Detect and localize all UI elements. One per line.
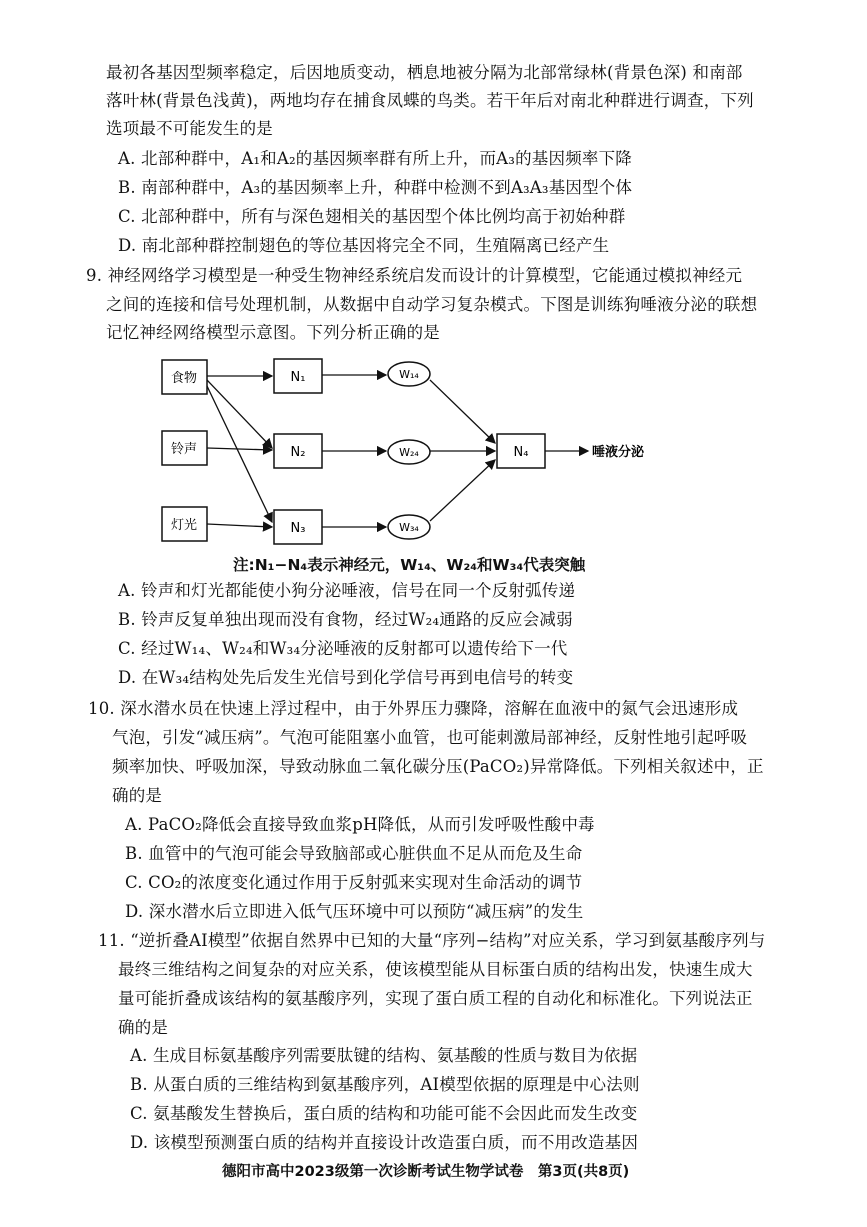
q10-option-d: D. 深水潜水后立即进入低气压环境中可以预防“减压病”的发生	[125, 902, 584, 921]
q8-option-a: A. 北部种群中，A₁和A₂的基因频率群有所上升，而A₃的基因频率下降	[118, 149, 632, 168]
q9-stem-line: 记忆神经网络模型示意图。下列分析正确的是	[106, 323, 440, 342]
q9-option-d: D. 在W₃₄结构处先后发生光信号到化学信号再到电信号的转变	[118, 668, 574, 687]
output-label-salivation: 唾液分泌	[592, 445, 645, 460]
q10-stem-line: 气泡，引发“减压病”。气泡可能阻塞小血管，也可能刺激局部神经，反射性地引起呼吸	[112, 728, 748, 747]
q8-text-line: 选项最不可能发生的是	[106, 119, 273, 138]
q10-option-c: C. CO₂的浓度变化通过作用于反射弧来实现对生命活动的调节	[125, 873, 583, 892]
q11-option-d: D. 该模型预测蛋白质的结构并直接设计改造蛋白质，而不用改造基因	[130, 1133, 639, 1152]
q10-stem-line: 10. 深水潜水员在快速上浮过程中，由于外界压力骤降，溶解在血液中的氮气会迅速形成	[88, 699, 739, 718]
neural-network-diagram	[150, 350, 670, 550]
synapse-label-w24: W₂₄	[399, 446, 419, 459]
q9-option-b: B. 铃声反复单独出现而没有食物，经过W₂₄通路的反应会减弱	[118, 610, 573, 629]
synapse-label-w14: W₁₄	[399, 368, 419, 381]
q11-option-c: C. 氨基酸发生替换后，蛋白质的结构和功能可能不会因此而发生改变	[130, 1104, 638, 1123]
q11-stem-line: 确的是	[118, 1018, 169, 1037]
page-footer: 德阳市高中2023级第一次诊断考试生物学试卷 第3页(共8页)	[222, 1164, 630, 1180]
q8-option-d: D. 南北部种群控制翅色的等位基因将完全不同，生殖隔离已经产生	[118, 236, 610, 255]
q8-text-line: 落叶林(背景色浅黄)，两地均存在捕食凤蝶的鸟类。若干年后对南北种群进行调查，下列	[106, 91, 754, 110]
input-label-bell: 铃声	[170, 442, 198, 457]
q10-stem-line: 确的是	[112, 786, 163, 805]
diagram-note: 注:N₁−N₄表示神经元，W₁₄、W₂₄和W₃₄代表突触	[233, 556, 586, 574]
synapse-label-w34: W₃₄	[399, 521, 419, 534]
q11-option-a: A. 生成目标氨基酸序列需要肽键的结构、氨基酸的性质与数目为依据	[130, 1046, 638, 1065]
neuron-label-n3: N₃	[290, 521, 306, 536]
q11-stem-line: 最终三维结构之间复杂的对应关系，使该模型能从目标蛋白质的结构出发，快速生成大	[118, 960, 753, 979]
q10-option-b: B. 血管中的气泡可能会导致脑部或心脏供血不足从而危及生命	[125, 844, 583, 863]
q9-stem-line: 9. 神经网络学习模型是一种受生物神经系统启发而设计的计算模型，它能通过模拟神经元	[86, 266, 743, 285]
q11-stem-line: 量可能折叠成该结构的氨基酸序列，实现了蛋白质工程的自动化和标准化。下列说法正	[118, 989, 753, 1008]
neuron-label-n1: N₁	[290, 370, 306, 385]
q8-option-b: B. 南部种群中，A₃的基因频率上升，种群中检测不到A₃A₃基因型个体	[118, 178, 633, 197]
q10-stem-line: 频率加快、呼吸加深，导致动脉血二氧化碳分压(PaCO₂)异常降低。下列相关叙述中，正	[112, 757, 764, 776]
q8-option-c: C. 北部种群中，所有与深色翅相关的基因型个体比例均高于初始种群	[118, 207, 626, 226]
q8-text-line: 最初各基因型频率稳定，后因地质变动，栖息地被分隔为北部常绿林(背景色深) 和南部	[106, 63, 743, 82]
neuron-label-n4: N₄	[513, 445, 529, 460]
q9-option-c: C. 经过W₁₄、W₂₄和W₃₄分泌唾液的反射都可以遗传给下一代	[118, 639, 568, 658]
q9-option-a: A. 铃声和灯光都能使小狗分泌唾液，信号在同一个反射弧传递	[118, 581, 576, 600]
neuron-label-n2: N₂	[290, 445, 306, 460]
q11-option-b: B. 从蛋白质的三维结构到氨基酸序列，AI模型依据的原理是中心法则	[130, 1075, 640, 1094]
q11-stem-line: 11. “逆折叠AI模型”依据自然界中已知的大量“序列−结构”对应关系，学习到氨基酸序列与	[98, 931, 766, 950]
q9-stem-line: 之间的连接和信号处理机制，从数据中自动学习复杂模式。下图是训练狗唾液分泌的联想	[106, 295, 758, 314]
input-label-light: 灯光	[170, 518, 198, 533]
input-label-food: 食物	[170, 371, 198, 386]
q10-option-a: A. PaCO₂降低会直接导致血浆pH降低，从而引发呼吸性酸中毒	[125, 815, 595, 834]
